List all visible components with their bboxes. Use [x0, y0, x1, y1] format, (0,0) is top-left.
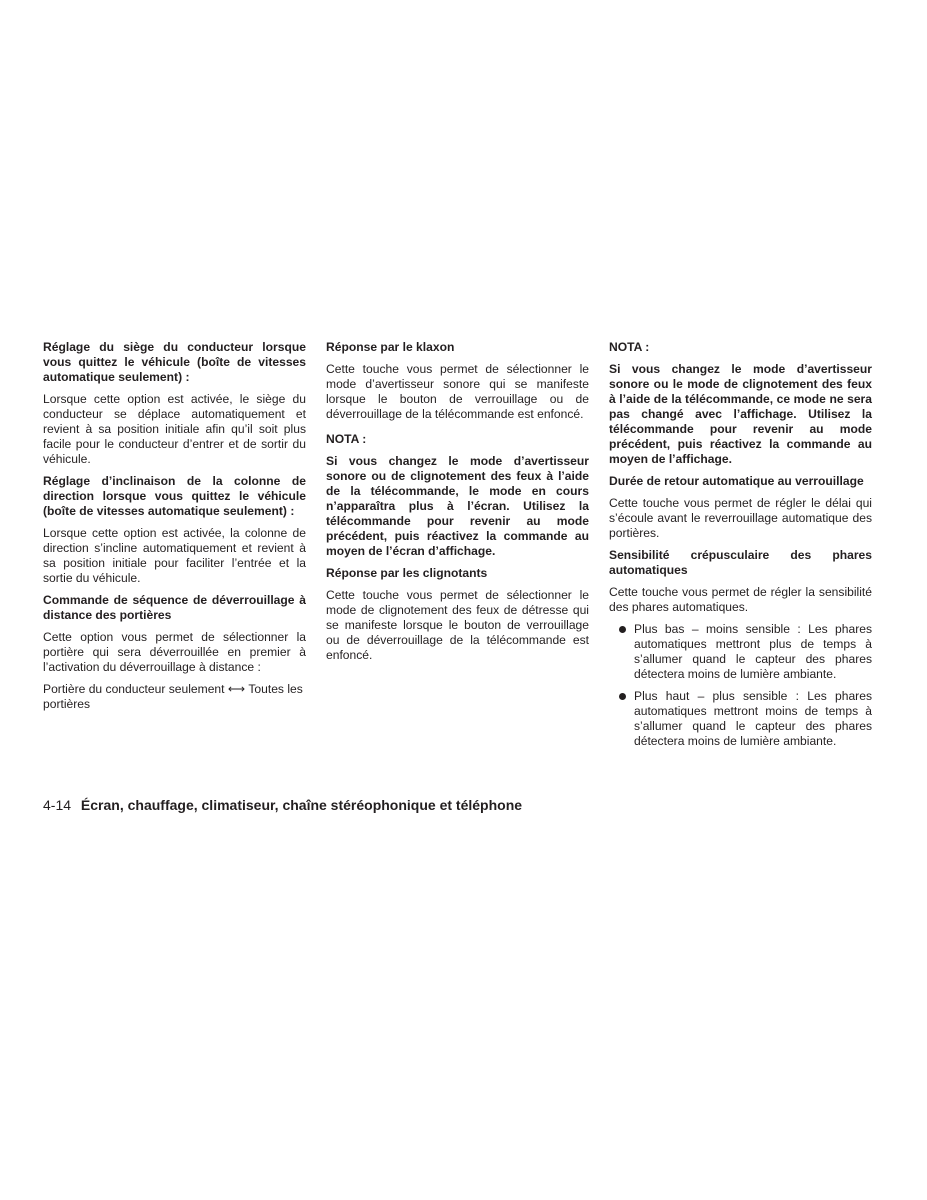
- paragraph-horn-response: Cette touche vous permet de sélectionner le mode d’avertisseur sonore qui se manifeste lorsque le bouton de verrouillage ou de déverrouillage de la télécommande est enfoncé.: [326, 362, 589, 421]
- paragraph-unlock-sequence: Cette option vous permet de sélectionner la portière qui sera déverrouillée en premier à l’activation du déverrouillage à distance :: [43, 630, 306, 674]
- page-footer: [43, 797, 522, 813]
- nota-text: Si vous changez le mode d’avertisseur sonore ou de clignotement des feux à l’aide de la télécommande, le mode en cours n’apparaîtra plus à l’écran. Utilisez la télécommande pour revenir au mode précédent, puis réactivez la commande au moyen de l’écran d’affichage.: [326, 454, 589, 558]
- column-2: [326, 340, 589, 670]
- nota-text: Si vous changez le mode d’avertisseur sonore ou le mode de clignotement des feux à l’aide de la télécommande, ce mode ne sera pas changé avec l’affichage. Utilisez la télécommande pour revenir au mode précédent, puis réactivez la commande au moyen de l’affichage.: [609, 362, 872, 466]
- paragraph-unlock-options: Portière du conducteur seulement ⟷ Toutes les portières: [43, 682, 303, 711]
- heading-steering-tilt: Réglage d’inclinaison de la colonne de direction lorsque vous quittez le véhicule (boîte de vitesses automatique seulement) :: [43, 474, 306, 518]
- bullet-icon: [619, 693, 626, 700]
- paragraph-flasher-response: Cette touche vous permet de sélectionner le mode de clignotement des feux de détresse qui se manifeste lorsque le bouton de verrouillage ou de déverrouillage de la télécommande est enfoncé.: [326, 588, 589, 662]
- list-item: [609, 689, 872, 749]
- heading-horn-response: Réponse par le klaxon: [326, 340, 455, 354]
- heading-unlock-sequence: Commande de séquence de déverrouillage à distance des portières: [43, 593, 306, 622]
- heading-auto-relock: Durée de retour automatique au verrouillage: [609, 474, 864, 488]
- list-item: [609, 622, 872, 682]
- column-1: [43, 340, 306, 719]
- paragraph-seat-exit: Lorsque cette option est activée, le siège du conducteur se déplace automatiquement et revient à sa position initiale afin qu’il soit plus facile pour le conducteur d’entrer et de sortir du véhicule.: [43, 392, 306, 466]
- list-item-text: Plus bas – moins sensible : Les phares automatiques mettront plus de temps à s’allumer quand le capteur des phares détectera moins de lumière ambiante.: [634, 622, 872, 681]
- page-number: 4-14: [43, 797, 72, 813]
- list-item-text: Plus haut – plus sensible : Les phares automatiques mettront moins de temps à s’allumer quand le capteur des phares détectera moins de lumière ambiante.: [634, 689, 872, 748]
- heading-flasher-response: Réponse par les clignotants: [326, 566, 488, 580]
- paragraph-headlight-sensitivity: Cette touche vous permet de régler la sensibilité des phares automatiques.: [609, 585, 872, 614]
- paragraph-steering-tilt: Lorsque cette option est activée, la colonne de direction s’incline automatiquement et revient à sa position initiale pour faciliter l’entrée et la sortie du véhicule.: [43, 526, 306, 585]
- section-title: Écran, chauffage, climatiseur, chaîne stéréophonique et téléphone: [80, 797, 523, 813]
- sensitivity-list: [609, 622, 872, 749]
- nota-label: NOTA :: [326, 432, 367, 446]
- nota-label: NOTA :: [609, 340, 650, 354]
- bullet-icon: [619, 626, 626, 633]
- heading-headlight-sensitivity: Sensibilité crépusculaire des phares automatiques: [609, 548, 872, 577]
- heading-seat-exit: Réglage du siège du conducteur lorsque vous quittez le véhicule (boîte de vitesses automatique seulement) :: [43, 340, 306, 384]
- paragraph-auto-relock: Cette touche vous permet de régler le délai qui s’écoule avant le reverrouillage automatique des portières.: [609, 496, 872, 540]
- column-3: [609, 340, 872, 756]
